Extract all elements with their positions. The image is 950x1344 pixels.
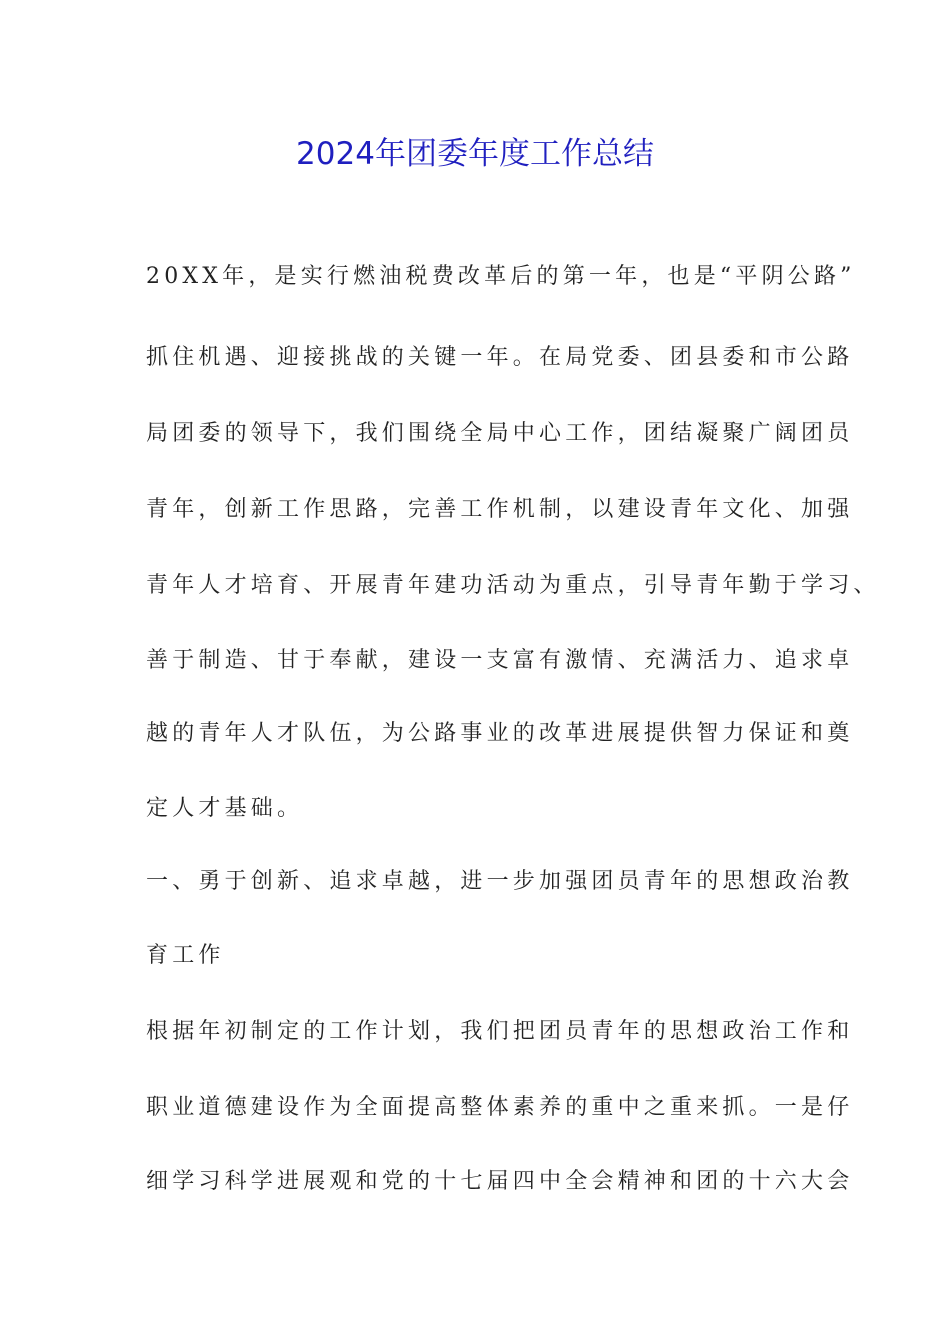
- body-line: 抓住机遇、迎接挑战的关键一年。在局党委、团县委和市公路: [146, 345, 854, 370]
- section-heading-line: 育工作: [146, 943, 225, 968]
- body-line: 20XX年，是实行燃油税费改革后的第一年，也是“平阴公路”: [146, 264, 856, 289]
- body-line: 根据年初制定的工作计划，我们把团员青年的思想政治工作和: [146, 1019, 854, 1044]
- body-line: 局团委的领导下，我们围绕全局中心工作，团结凝聚广阔团员: [146, 421, 854, 446]
- body-line: 定人才基础。: [146, 796, 304, 821]
- body-line: 职业道德建设作为全面提高整体素养的重中之重来抓。一是仔: [146, 1095, 854, 1120]
- body-line: 细学习科学进展观和党的十七届四中全会精神和团的十六大会: [146, 1169, 854, 1194]
- document-title: 2024年团委年度工作总结: [296, 136, 654, 172]
- body-line: 青年，创新工作思路，完善工作机制，以建设青年文化、加强: [146, 497, 854, 522]
- body-line: 青年人才培育、开展青年建功活动为重点，引导青年勤于学习、: [146, 573, 880, 598]
- body-line: 越的青年人才队伍，为公路事业的改革进展提供智力保证和奠: [146, 721, 854, 746]
- body-line: 善于制造、甘于奉献，建设一支富有激情、充满活力、追求卓: [146, 648, 854, 673]
- section-heading-line: 一、勇于创新、追求卓越，进一步加强团员青年的思想政治教: [146, 869, 854, 894]
